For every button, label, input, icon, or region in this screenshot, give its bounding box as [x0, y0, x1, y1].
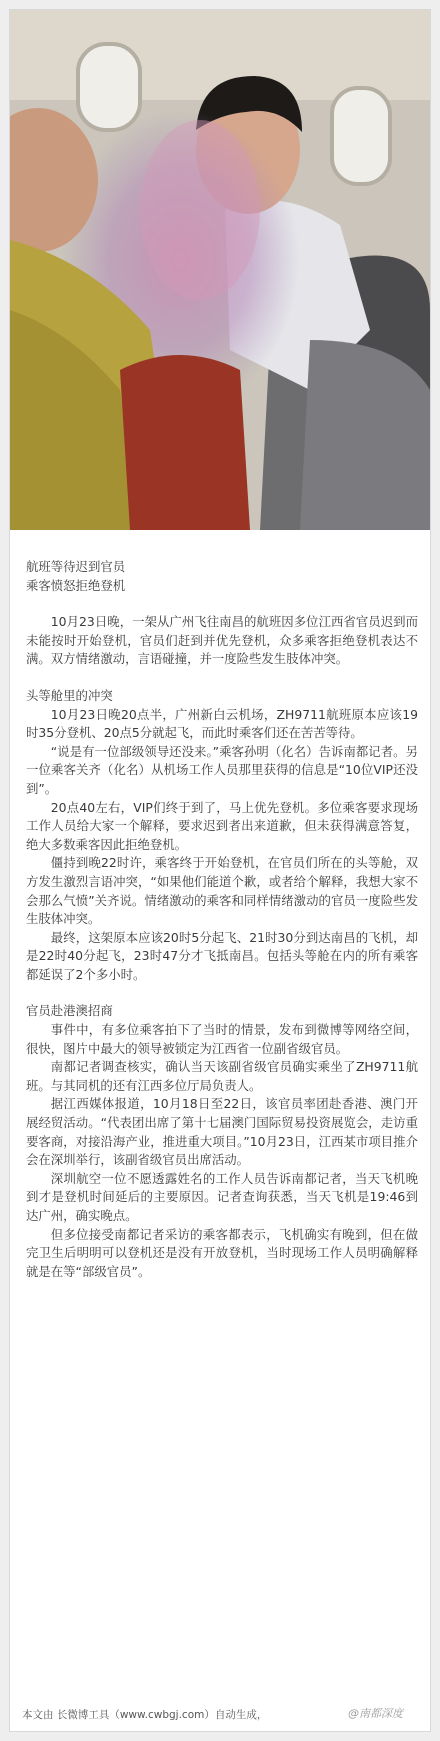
headline-line-1: 航班等待迟到官员	[26, 559, 126, 574]
section-title: 官员赴港澳招商	[26, 1003, 113, 1019]
cabin-photo	[10, 10, 430, 530]
paragraph: 最终，这架原本应该20时5分起飞、21时30分到达南昌的飞机，却是22时40分起飞，23时47分才飞抵南昌。包括头等舱在内的所有乘客都延误了2个多小时。	[26, 929, 418, 982]
cabin-photo-illustration	[10, 10, 430, 530]
paragraph: 事件中，有多位乘客拍下了当时的情景，发布到微博等网络空间，很快，图片中最大的领导被锁定为江西省一位副省级官员。	[26, 1022, 418, 1056]
generator-credit: 本文由 长微博工具（www.cwbgj.com）自动生成，	[22, 1709, 268, 1721]
paragraph: 但多位接受南都记者采访的乘客都表示，飞机确实有晚到，但在做完卫生后明明可以登机还是没有开放登机，当时现场工作人员明确解释就是在等“部级官员”。	[26, 1226, 418, 1279]
paragraph: 据江西媒体报道，10月18日至22日，该官员率团赴香港、澳门开展经贸活动。“代表团出席了第十七届澳门国际贸易投资展览会，走访重要客商，对接沿海产业，推进重大项目。”10月23日，江西某市项目推介会在深圳举行，该副省级官员出席活动。	[26, 1096, 418, 1168]
intro-paragraph: 10月23日晚，一架从广州飞往南昌的航班因多位江西省官员迟到而未能按时开始登机，官员们赶到并优先登机，众多乘客拒绝登机表达不满。双方情绪激动，言语碰撞，并一度险些发生肢体冲突。	[26, 614, 418, 667]
weibo-long-image	[9, 9, 431, 1732]
paragraph: 20点40左右，VIP们终于到了，马上优先登机。多位乘客要求现场工作人员给大家一个解释，要求迟到者出来道歉，但未获得满意答复，绝大多数乘客因此拒绝登机。	[26, 799, 418, 852]
article-body	[26, 558, 418, 1281]
paragraph: 10月23日晚20点半，广州新白云机场，ZH9711航班原本应该19时35分登机、20点5分就起飞，而此时乘客们还在苦苦等待。	[26, 706, 418, 741]
weibo-watermark: @南都深度	[348, 1707, 403, 1720]
paragraph: “说是有一位部级领导还没来。”乘客孙明（化名）告诉南都记者。另一位乘客关齐（化名）从机场工作人员那里获得的信息是“10位VIP还没到”。	[26, 743, 418, 796]
paragraph: 南都记者调查核实，确认当天该副省级官员确实乘坐了ZH9711航班。与其同机的还有江西多位厅局负责人。	[26, 1059, 418, 1093]
paragraph: 深圳航空一位不愿透露姓名的工作人员告诉南都记者，当天飞机晚到才是登机时间延后的主要原因。记者查询获悉，当天飞机是19:46到达广州，确实晚点。	[26, 1170, 418, 1223]
section-title: 头等舱里的冲突	[26, 687, 113, 703]
headline-line-2: 乘客愤怒拒绝登机	[26, 577, 126, 593]
paragraph: 僵持到晚22时许，乘客终于开始登机，在官员们所在的头等舱，双方发生激烈言语冲突，“如果他们能道个歉，或者给个解释，我想大家不会那么气愤”关齐说。情绪激动的乘客和同样情绪激动的官员一度险些发生肢体冲突。	[26, 855, 418, 927]
